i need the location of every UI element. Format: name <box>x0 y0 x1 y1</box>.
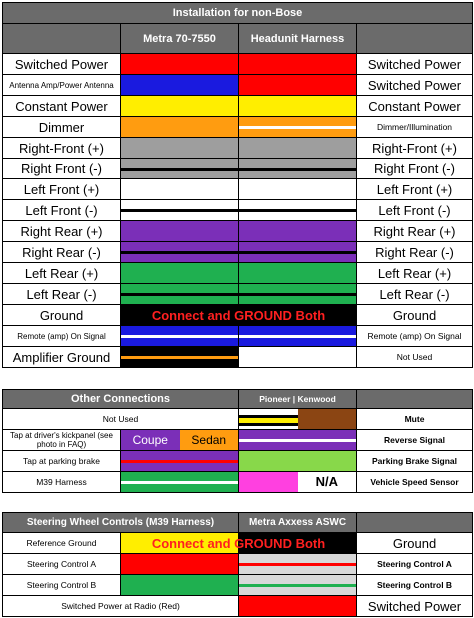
wire-row-left-label: Switched Power <box>3 54 121 75</box>
wire-row-right-label: Left Rear (-) <box>357 284 473 305</box>
wire-color <box>239 221 356 241</box>
row-mute: Mute <box>357 409 473 430</box>
reverse-wire <box>239 430 357 451</box>
row-m39: M39 Harness <box>3 472 121 493</box>
wire-stripe <box>121 356 238 359</box>
wire-row-right-label: Left Front (-) <box>357 200 473 221</box>
headunit-wire-swatch <box>239 347 357 368</box>
wire-color <box>121 221 238 241</box>
wire-stripe <box>121 251 238 254</box>
scb-wire-vehicle <box>121 575 239 596</box>
wire-stripe <box>121 168 238 171</box>
row-kickpanel: Tap at driver's kickpanel (see photo in FAQ) <box>3 430 121 451</box>
headunit-wire-swatch <box>239 96 357 117</box>
wire-row-left-label: Left Rear (+) <box>3 263 121 284</box>
row-scb-right: Steering Control B <box>357 575 473 596</box>
wire-row-left-label: Right Rear (+) <box>3 221 121 242</box>
metra-wire-swatch <box>121 96 239 117</box>
mute-wire <box>239 409 357 430</box>
headunit-wire-swatch <box>239 242 357 263</box>
wire-color <box>239 179 356 199</box>
wire-stripe <box>239 168 356 171</box>
wire-row-right-label: Ground <box>357 305 473 326</box>
header-blank <box>3 24 121 54</box>
wire-stripe <box>121 209 238 212</box>
wire-row-left-label: Right Rear (-) <box>3 242 121 263</box>
wire-row <box>3 138 473 159</box>
wire-color <box>121 96 238 116</box>
steering-title: Steering Wheel Controls (M39 Harness) <box>3 513 239 533</box>
wire-stripe <box>121 293 238 296</box>
scb-wire-axxess <box>239 575 357 596</box>
wire-row <box>3 75 473 96</box>
wire-row-left-label: Constant Power <box>3 96 121 117</box>
installation-title: Installation for non-Bose <box>3 3 473 24</box>
col-axxess: Metra Axxess ASWC <box>239 513 357 533</box>
wire-row-left-label: Right Front (-) <box>3 159 121 179</box>
header-blank-right2 <box>357 390 473 409</box>
wire-color <box>121 54 238 74</box>
wire-row <box>3 242 473 263</box>
wire-row <box>3 284 473 305</box>
wire-stripe <box>121 335 238 338</box>
wire-color <box>121 75 238 95</box>
row-not-used: Not Used <box>3 409 239 430</box>
metra-wire-swatch <box>121 117 239 138</box>
wire-row <box>3 96 473 117</box>
wire-row <box>3 159 473 179</box>
wire-row-left-label: Right-Front (+) <box>3 138 121 159</box>
metra-wire-swatch <box>121 284 239 305</box>
vss-wire-headunit <box>239 472 357 493</box>
wire-row-right-label: Not Used <box>357 347 473 368</box>
wire-row-right-label: Right-Front (+) <box>357 138 473 159</box>
headunit-wire-swatch <box>239 54 357 75</box>
other-connections-table <box>2 389 473 493</box>
col-pioneer: Pioneer | Kenwood <box>239 390 357 409</box>
wire-stripe <box>239 209 356 212</box>
wire-row <box>3 54 473 75</box>
wire-row <box>3 117 473 138</box>
wire-row-right-label: Right Rear (+) <box>357 221 473 242</box>
row-scb-left: Steering Control B <box>3 575 121 596</box>
metra-wire-swatch <box>121 159 239 179</box>
wire-row-left-label: Dimmer <box>3 117 121 138</box>
headunit-wire-swatch <box>239 159 357 179</box>
col-metra: Metra 70-7550 <box>121 24 239 54</box>
wire-color <box>121 263 238 283</box>
row-sca-left: Steering Control A <box>3 554 121 575</box>
wire-row-left-label: Left Front (+) <box>3 179 121 200</box>
headunit-wire-swatch <box>239 284 357 305</box>
sca-wire-vehicle <box>121 554 239 575</box>
headunit-wire-swatch <box>239 75 357 96</box>
wire-row-left-label: Antenna Amp/Power Antenna <box>3 75 121 96</box>
row-reverse: Reverse Signal <box>357 430 473 451</box>
wire-color <box>121 138 238 158</box>
metra-wire-swatch <box>121 138 239 159</box>
vss-wire-vehicle <box>121 472 239 493</box>
row-switched-radio: Switched Power at Radio (Red) <box>3 596 239 617</box>
headunit-wire-swatch <box>239 179 357 200</box>
wire-stripe <box>239 251 356 254</box>
other-connections-title: Other Connections <box>3 390 239 409</box>
metra-wire-swatch <box>121 326 239 347</box>
wire-stripe <box>239 126 356 129</box>
wire-row-right-label: Switched Power <box>357 75 473 96</box>
wire-color <box>239 138 356 158</box>
wire-row <box>3 263 473 284</box>
wire-row-right-label: Right Rear (-) <box>357 242 473 263</box>
wire-color <box>121 117 238 137</box>
wire-row-right-label: Switched Power <box>357 54 473 75</box>
steering-controls-table <box>2 512 473 617</box>
coupe-sedan-wire <box>121 430 239 451</box>
header-blank-right3 <box>357 513 473 533</box>
wire-color <box>239 347 356 367</box>
wire-row-right-label: Right Front (-) <box>357 159 473 179</box>
header-blank-right <box>357 24 473 54</box>
wire-row-right-label: Constant Power <box>357 96 473 117</box>
wire-color <box>239 96 356 116</box>
sedan-label: Sedan <box>191 433 227 447</box>
sca-wire-axxess <box>239 554 357 575</box>
metra-wire-swatch <box>121 75 239 96</box>
wire-color <box>239 263 356 283</box>
row-switched-right: Switched Power <box>357 596 473 617</box>
row-ground-right: Ground <box>357 533 473 554</box>
headunit-wire-swatch <box>239 221 357 242</box>
wire-color <box>121 179 238 199</box>
wire-row-left-label: Left Rear (-) <box>3 284 121 305</box>
wire-stripe <box>239 293 356 296</box>
wire-row <box>3 326 473 347</box>
row-parking-tap: Tap at parking brake <box>3 451 121 472</box>
row-ref-ground: Reference Ground <box>3 533 121 554</box>
wire-row-right-label: Left Front (+) <box>357 179 473 200</box>
wire-row-left-label: Ground <box>3 305 121 326</box>
na-label: N/A <box>315 474 338 489</box>
metra-wire-swatch <box>121 242 239 263</box>
wire-row-right-label: Remote (amp) On Signal <box>357 326 473 347</box>
wire-row <box>3 347 473 368</box>
wire-stripe <box>239 335 356 338</box>
metra-wire-swatch <box>121 347 239 368</box>
metra-wire-swatch <box>121 179 239 200</box>
coupe-label: Coupe <box>132 433 168 447</box>
wire-row <box>3 179 473 200</box>
wire-color <box>239 54 356 74</box>
switched-wire-axxess <box>239 596 357 617</box>
col-headunit: Headunit Harness <box>239 24 357 54</box>
parking-wire-headunit <box>239 451 357 472</box>
headunit-wire-swatch <box>239 117 357 138</box>
steering-ground-note: Connect and GROUND Both <box>151 535 326 551</box>
metra-wire-swatch <box>121 221 239 242</box>
metra-wire-swatch <box>121 200 239 221</box>
metra-wire-swatch <box>121 54 239 75</box>
wire-row <box>3 221 473 242</box>
wire-row-left-label: Remote (amp) On Signal <box>3 326 121 347</box>
metra-wire-swatch <box>121 263 239 284</box>
headunit-wire-swatch <box>239 326 357 347</box>
wire-row-left-label: Left Front (-) <box>3 200 121 221</box>
headunit-wire-swatch <box>239 263 357 284</box>
headunit-wire-swatch <box>239 200 357 221</box>
wire-row-right-label: Dimmer/Illumination <box>357 117 473 138</box>
wire-row <box>3 200 473 221</box>
row-parking: Parking Brake Signal <box>357 451 473 472</box>
headunit-wire-swatch <box>239 138 357 159</box>
parking-wire-vehicle <box>121 451 239 472</box>
row-sca-right: Steering Control A <box>357 554 473 575</box>
wire-row-right-label: Left Rear (+) <box>357 263 473 284</box>
row-vss: Vehicle Speed Sensor <box>357 472 473 493</box>
ground-note: Connect and GROUND Both <box>151 307 326 323</box>
wire-row-left-label: Amplifier Ground <box>3 347 121 368</box>
wire-color <box>239 75 356 95</box>
